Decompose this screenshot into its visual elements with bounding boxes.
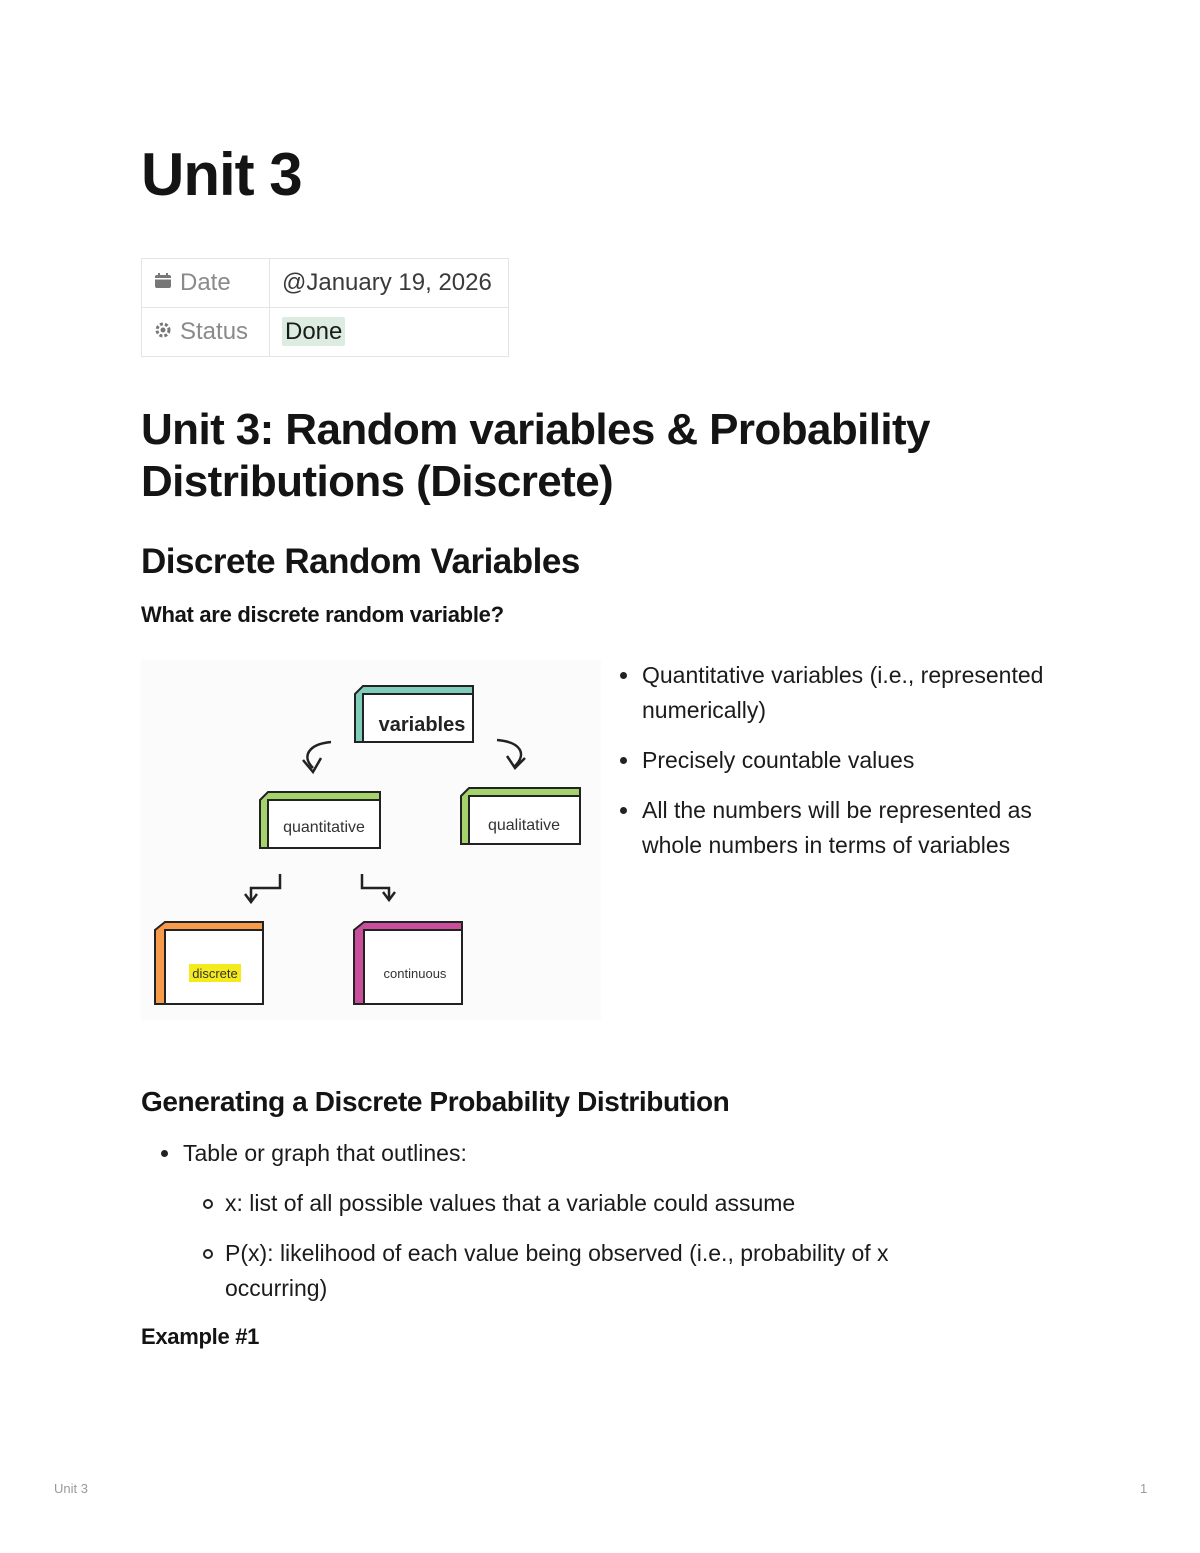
diagram-label-discrete: discrete	[192, 966, 238, 981]
list-item: All the numbers will be represented as whole numbers in terms of variables	[614, 793, 1044, 863]
diagram-label-variables: variables	[378, 714, 466, 736]
qualitative-box	[461, 788, 580, 844]
diagram-label-quantitative: quantitative	[283, 819, 365, 836]
calendar-icon	[154, 269, 174, 297]
list-item: P(x): likelihood of each value being observed (i.e., probability of x occurring)	[197, 1236, 987, 1306]
variables-diagram	[141, 660, 601, 1020]
distribution-bullet-list	[155, 1136, 1015, 1186]
list-item: Table or graph that outlines:	[155, 1136, 1015, 1171]
diagram-label-continuous: continuous	[383, 966, 447, 981]
footer-title: Unit 3	[54, 1481, 88, 1496]
property-key-status	[142, 308, 270, 357]
property-key-date	[142, 259, 270, 308]
list-item: Precisely countable values	[614, 743, 1044, 778]
property-row-date	[142, 259, 509, 308]
list-item: Quantitative variables (i.e., represented numerically)	[614, 658, 1044, 728]
side-bullet-list	[614, 658, 1044, 878]
property-label-date: Date	[180, 268, 231, 296]
page-title: Unit 3	[141, 141, 302, 208]
list-item: x: list of all possible values that a variable could assume	[197, 1186, 987, 1221]
page-number: 1	[1140, 1481, 1148, 1496]
distribution-sub-list	[197, 1186, 987, 1321]
heading-main: Unit 3: Random variables & Probability Distributions (Discrete)	[141, 405, 930, 506]
property-value-date[interactable]: @January 19, 2026	[270, 259, 509, 308]
example-label: Example #1	[141, 1324, 260, 1349]
status-icon	[154, 318, 174, 346]
properties-table	[141, 258, 509, 357]
heading-discrete-random-variables: Discrete Random Variables	[141, 542, 580, 581]
status-badge: Done	[282, 317, 345, 346]
continuous-box	[354, 922, 462, 1004]
diagram-label-qualitative: qualitative	[487, 817, 561, 834]
property-label-status: Status	[180, 317, 249, 345]
question-text: What are discrete random variable?	[141, 602, 504, 627]
variables-box	[355, 686, 473, 742]
property-row-status	[142, 308, 509, 357]
quantitative-box	[260, 792, 380, 848]
property-value-status[interactable]	[270, 308, 509, 357]
discrete-box	[155, 922, 263, 1004]
heading-generating-distribution: Generating a Discrete Probability Distribution	[141, 1086, 730, 1117]
